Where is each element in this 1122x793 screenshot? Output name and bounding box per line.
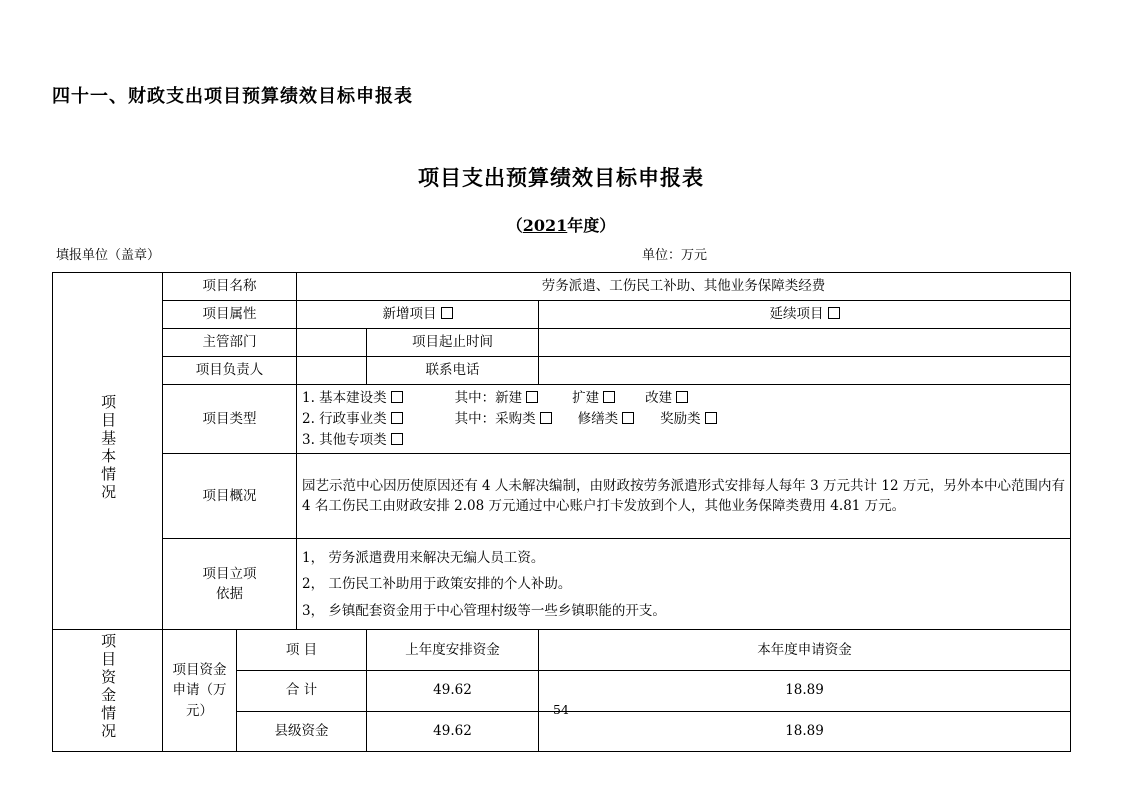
overview-value: 园艺示范中心因历使原因还有 4 人未解决编制，由财政按劳务派遣形式安排每人每年 3 万元共计 12 万元，另外本中心范围内有 4 名工伤民工由财政安排 2.08 万元通过中心账户打卡发放到个人，其他业务保障类费用 4.81 万元。 [297,454,1071,539]
period-value[interactable] [539,328,1071,356]
table-row [53,384,1071,454]
fund-info-label [53,630,163,752]
checkbox-icon[interactable] [391,412,403,424]
table-row [53,273,1071,301]
basis-label-line-1: 项目立项 [202,565,257,582]
basis-item: 1， 劳务派遣费用来解决无编人员工资。 [302,549,545,566]
type-line3-main: 3. 其他专项类 [302,431,387,448]
project-attr-continue-label: 延续项目 [769,305,824,322]
fund-row-this: 18.89 [539,711,1071,752]
phone-value[interactable] [539,356,1071,384]
leader-label: 项目负责人 [163,356,297,384]
table-row [53,539,1071,630]
type-line1-opt3: 改建 [645,389,673,406]
document-year [0,213,1122,236]
basis-value [297,539,1071,630]
fund-row-this: 18.89 [539,671,1071,712]
fund-row-last: 49.62 [367,671,539,712]
project-attr-new-cell[interactable] [297,300,539,328]
fund-col-last-year: 上年度安排资金 [367,630,539,671]
page-number: 54 [553,702,569,717]
project-type-options [297,384,1071,454]
dept-label: 主管部门 [163,328,297,356]
project-type-line-2 [302,409,1065,430]
dept-value[interactable] [297,328,367,356]
period-label: 项目起止时间 [367,328,539,356]
filing-unit-label: 填报单位（盖章） [56,248,161,263]
year-prefix: （ [506,216,523,235]
checkbox-icon[interactable] [391,391,403,403]
table-row [53,300,1071,328]
project-attr-continue-cell[interactable] [539,300,1071,328]
type-line2-sub: 其中：采购类 [454,410,536,427]
checkbox-icon[interactable] [526,391,538,403]
project-type-label: 项目类型 [163,384,297,454]
leader-value[interactable] [297,356,367,384]
checkbox-icon[interactable] [603,391,615,403]
table-row [53,630,1071,671]
basis-label [163,539,297,630]
fund-info-label-text: 项目资金情况 [99,633,118,742]
type-line2-main: 2. 行政事业类 [302,410,387,427]
project-type-line-3 [302,430,1065,451]
table-row [53,356,1071,384]
project-attr-new-label: 新增项目 [382,305,437,322]
year-suffix: 年度） [567,216,616,235]
basis-item: 2， 工伤民工补助用于政策安排的个人补助。 [302,576,572,593]
checkbox-icon[interactable] [828,307,840,319]
document-title: 项目支出预算绩效目标申报表 [418,165,704,190]
type-line1-main: 1. 基本建设类 [302,389,387,406]
overview-label: 项目概况 [163,454,297,539]
type-line1-sub: 其中：新建 [454,389,523,406]
fund-col-item: 项 目 [237,630,367,671]
performance-target-table [52,272,1071,752]
table-row [53,454,1071,539]
checkbox-icon[interactable] [441,307,453,319]
basis-item: 3， 乡镇配套资金用于中心管理村级等一些乡镇职能的开支。 [302,602,666,619]
basis-label-line-2: 依据 [216,586,243,603]
checkbox-icon[interactable] [676,391,688,403]
basic-info-label-text: 项目基本情况 [99,393,118,502]
fund-row-item: 县级资金 [237,711,367,752]
checkbox-icon[interactable] [391,433,403,445]
project-type-line-1 [302,388,1065,409]
unit-label: 单位：万元 [642,248,708,263]
type-line2-opt3: 奖励类 [660,410,701,427]
fund-apply-label: 项目资金申请（万元） [163,630,237,752]
section-title: 四十一、财政支出项目预算绩效目标申报表 [52,86,413,107]
project-attr-label: 项目属性 [163,300,297,328]
phone-label: 联系电话 [367,356,539,384]
checkbox-icon[interactable] [540,412,552,424]
year-value: 2021 [522,216,568,235]
checkbox-icon[interactable] [705,412,717,424]
type-line1-opt2: 扩建 [572,389,600,406]
project-name-label: 项目名称 [163,273,297,301]
table-row [53,328,1071,356]
type-line2-opt2: 修缮类 [577,410,619,427]
basic-info-label [53,273,163,630]
fund-row-item: 合 计 [237,671,367,712]
fund-col-this-year: 本年度申请资金 [539,630,1071,671]
project-name-value: 劳务派遣、工伤民工补助、其他业务保障类经费 [297,273,1071,301]
checkbox-icon[interactable] [622,412,634,424]
fund-row-last: 49.62 [367,711,539,752]
